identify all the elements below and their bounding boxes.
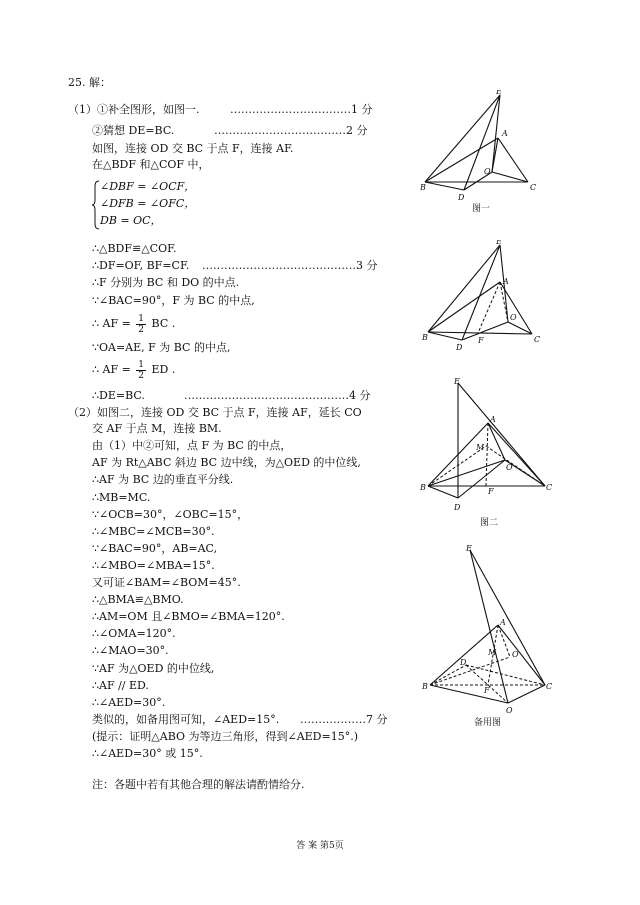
p1-line-5: ∴△BDF≌△COF.	[92, 242, 177, 255]
p2-line-8: ∴∠MBC=∠MCB=30°.	[92, 525, 215, 538]
label-O-4: O	[506, 706, 513, 715]
fraction-half	[136, 314, 146, 335]
p1-line-7: ∴F 分别为 BC 和 DO 的中点.	[92, 276, 240, 289]
label-O2-4: O	[512, 650, 519, 659]
label-D-4: D	[460, 658, 467, 667]
label-F-4: F	[484, 686, 490, 695]
label-O: O	[484, 167, 491, 176]
p1-score-3: ……………………………………3 分	[202, 259, 378, 272]
label-A-2: A	[503, 277, 509, 286]
problem-heading: 25. 解：	[68, 76, 111, 89]
p1-line-12: ∴DE=BC.	[92, 389, 145, 402]
figure-1	[420, 90, 550, 200]
label-A: A	[502, 129, 508, 138]
label-B-4: B	[422, 682, 428, 691]
p1-line-4: 在△BDF 和△COF 中，	[92, 158, 210, 171]
p1-line-8: ∵∠BAC=90°，F 为 BC 的中点,	[92, 294, 255, 307]
p2-line-16: ∵AF 为△OED 的中位线,	[92, 662, 215, 675]
figure-1-caption: 图一	[472, 204, 491, 214]
p2-line-5: ∴AF 为 BC 边的垂直平分线.	[92, 473, 234, 486]
p1-line-6: ∴DF=OF, BF=CF.	[92, 259, 190, 272]
label-D-3: D	[454, 503, 461, 512]
p1-line-1: （1）①补全图形，如图一.	[68, 103, 200, 116]
af-eq2-suffix: ED .	[151, 363, 176, 376]
p1-line-11	[92, 358, 175, 382]
p1-line-3: 如图，连接 OD 交 BC 于点 F，连接 AF.	[92, 142, 294, 155]
figure-backup	[420, 545, 555, 715]
p2-line-14: ∴∠OMA=120°.	[92, 627, 176, 640]
p2-line-15: ∴∠MAO=30°.	[92, 644, 169, 657]
figure-2	[420, 378, 555, 518]
label-B: B	[420, 183, 426, 192]
label-O-2: O	[510, 313, 517, 322]
p2-line-11: 又可证∠BAM=∠BOM=45°.	[92, 576, 241, 589]
label-C-2: C	[534, 335, 541, 344]
label-F-3: F	[488, 487, 494, 496]
p2-line-3: 由（1）中②可知，点 F 为 BC 的中点，	[92, 439, 292, 452]
p1-line-9	[92, 312, 175, 336]
p2-line-18: ∴∠AED=30°.	[92, 696, 166, 709]
p1-score-4: ………………………………………4 分	[184, 389, 371, 402]
system-eq-2: ∠DFB = ∠OFC，	[100, 197, 196, 210]
p2-line-6: ∴MB=MC.	[92, 491, 151, 504]
p2-line-20: (提示：证明△ABO 为等边三角形，得到∠AED=15°.)	[92, 730, 359, 743]
equation-brace	[92, 180, 100, 230]
af-eq-prefix: ∴ AF =	[92, 317, 131, 330]
p2-line-12: ∴△BMA≌△BMO.	[92, 593, 184, 606]
p2-line-9: ∵∠BAC=90°，AB=AC,	[92, 542, 218, 555]
label-C-4: C	[546, 682, 553, 691]
frac-num: 1	[138, 313, 145, 324]
page-footer: 答 案 第5页	[296, 841, 344, 851]
label-C-3: C	[546, 483, 553, 492]
label-B-2: B	[422, 333, 428, 342]
system-eq-1: ∠DBF = ∠OCF，	[100, 180, 196, 193]
label-E-3: E	[454, 378, 460, 386]
label-C: C	[530, 183, 537, 192]
label-A-4: A	[500, 618, 506, 627]
p1-score-1: ……………………………1 分	[230, 103, 373, 116]
p2-line-7: ∵∠OCB=30°，∠OBC=15°，	[92, 508, 249, 521]
system-eq-3: DB = OC，	[100, 214, 162, 227]
frac-den-2: 2	[138, 370, 145, 381]
figure-2-caption: 图二	[480, 518, 499, 528]
label-D: D	[458, 193, 465, 200]
label-E-2: E	[496, 240, 502, 246]
grading-note: 注：各题中若有其他合理的解法请酌情给分.	[92, 778, 305, 791]
label-O-3: O	[506, 463, 513, 472]
label-A-3: A	[490, 415, 496, 424]
frac-den: 2	[138, 324, 145, 335]
label-E-4: E	[466, 545, 472, 553]
label-F-2: F	[478, 336, 484, 345]
p1-line-10: ∵OA=AE, F 为 BC 的中点,	[92, 341, 231, 354]
p2-score-7: ………………7 分	[300, 713, 388, 726]
p2-line-10: ∴∠MBO=∠MBA=15°.	[92, 559, 215, 572]
p2-line-1: （2）如图二，连接 OD 交 BC 于点 F，连接 AF，延长 CO	[68, 406, 362, 419]
p2-line-2: 交 AF 于点 M，连接 BM.	[92, 422, 222, 435]
p1-line-2: ②猜想 DE=BC.	[92, 124, 175, 137]
label-M-3: M	[476, 443, 485, 452]
label-E: E	[496, 90, 502, 96]
label-M-4: M	[488, 648, 497, 657]
fraction-half-2	[136, 360, 146, 381]
af-eq-suffix: BC .	[151, 317, 176, 330]
figure-backup-caption: 备用图	[474, 718, 502, 728]
p2-line-4: AF 为 Rt△ABC 斜边 BC 边中线，为△OED 的中位线,	[92, 456, 361, 469]
p2-line-13: ∴AM=OM 且∠BMO=∠BMA=120°.	[92, 610, 285, 623]
p2-line-21: ∴∠AED=30° 或 15°.	[92, 747, 203, 760]
frac-num-2: 1	[138, 359, 145, 370]
p2-line-19: 类似的，如备用图可知，∠AED=15°.	[92, 713, 280, 726]
label-D-2: D	[456, 343, 463, 350]
label-B-3: B	[420, 483, 426, 492]
p2-line-17: ∴AF // ED.	[92, 679, 149, 692]
p1-score-2: ………………………………2 分	[214, 124, 368, 137]
figure-aux	[420, 240, 550, 350]
af-eq2-prefix: ∴ AF =	[92, 363, 131, 376]
